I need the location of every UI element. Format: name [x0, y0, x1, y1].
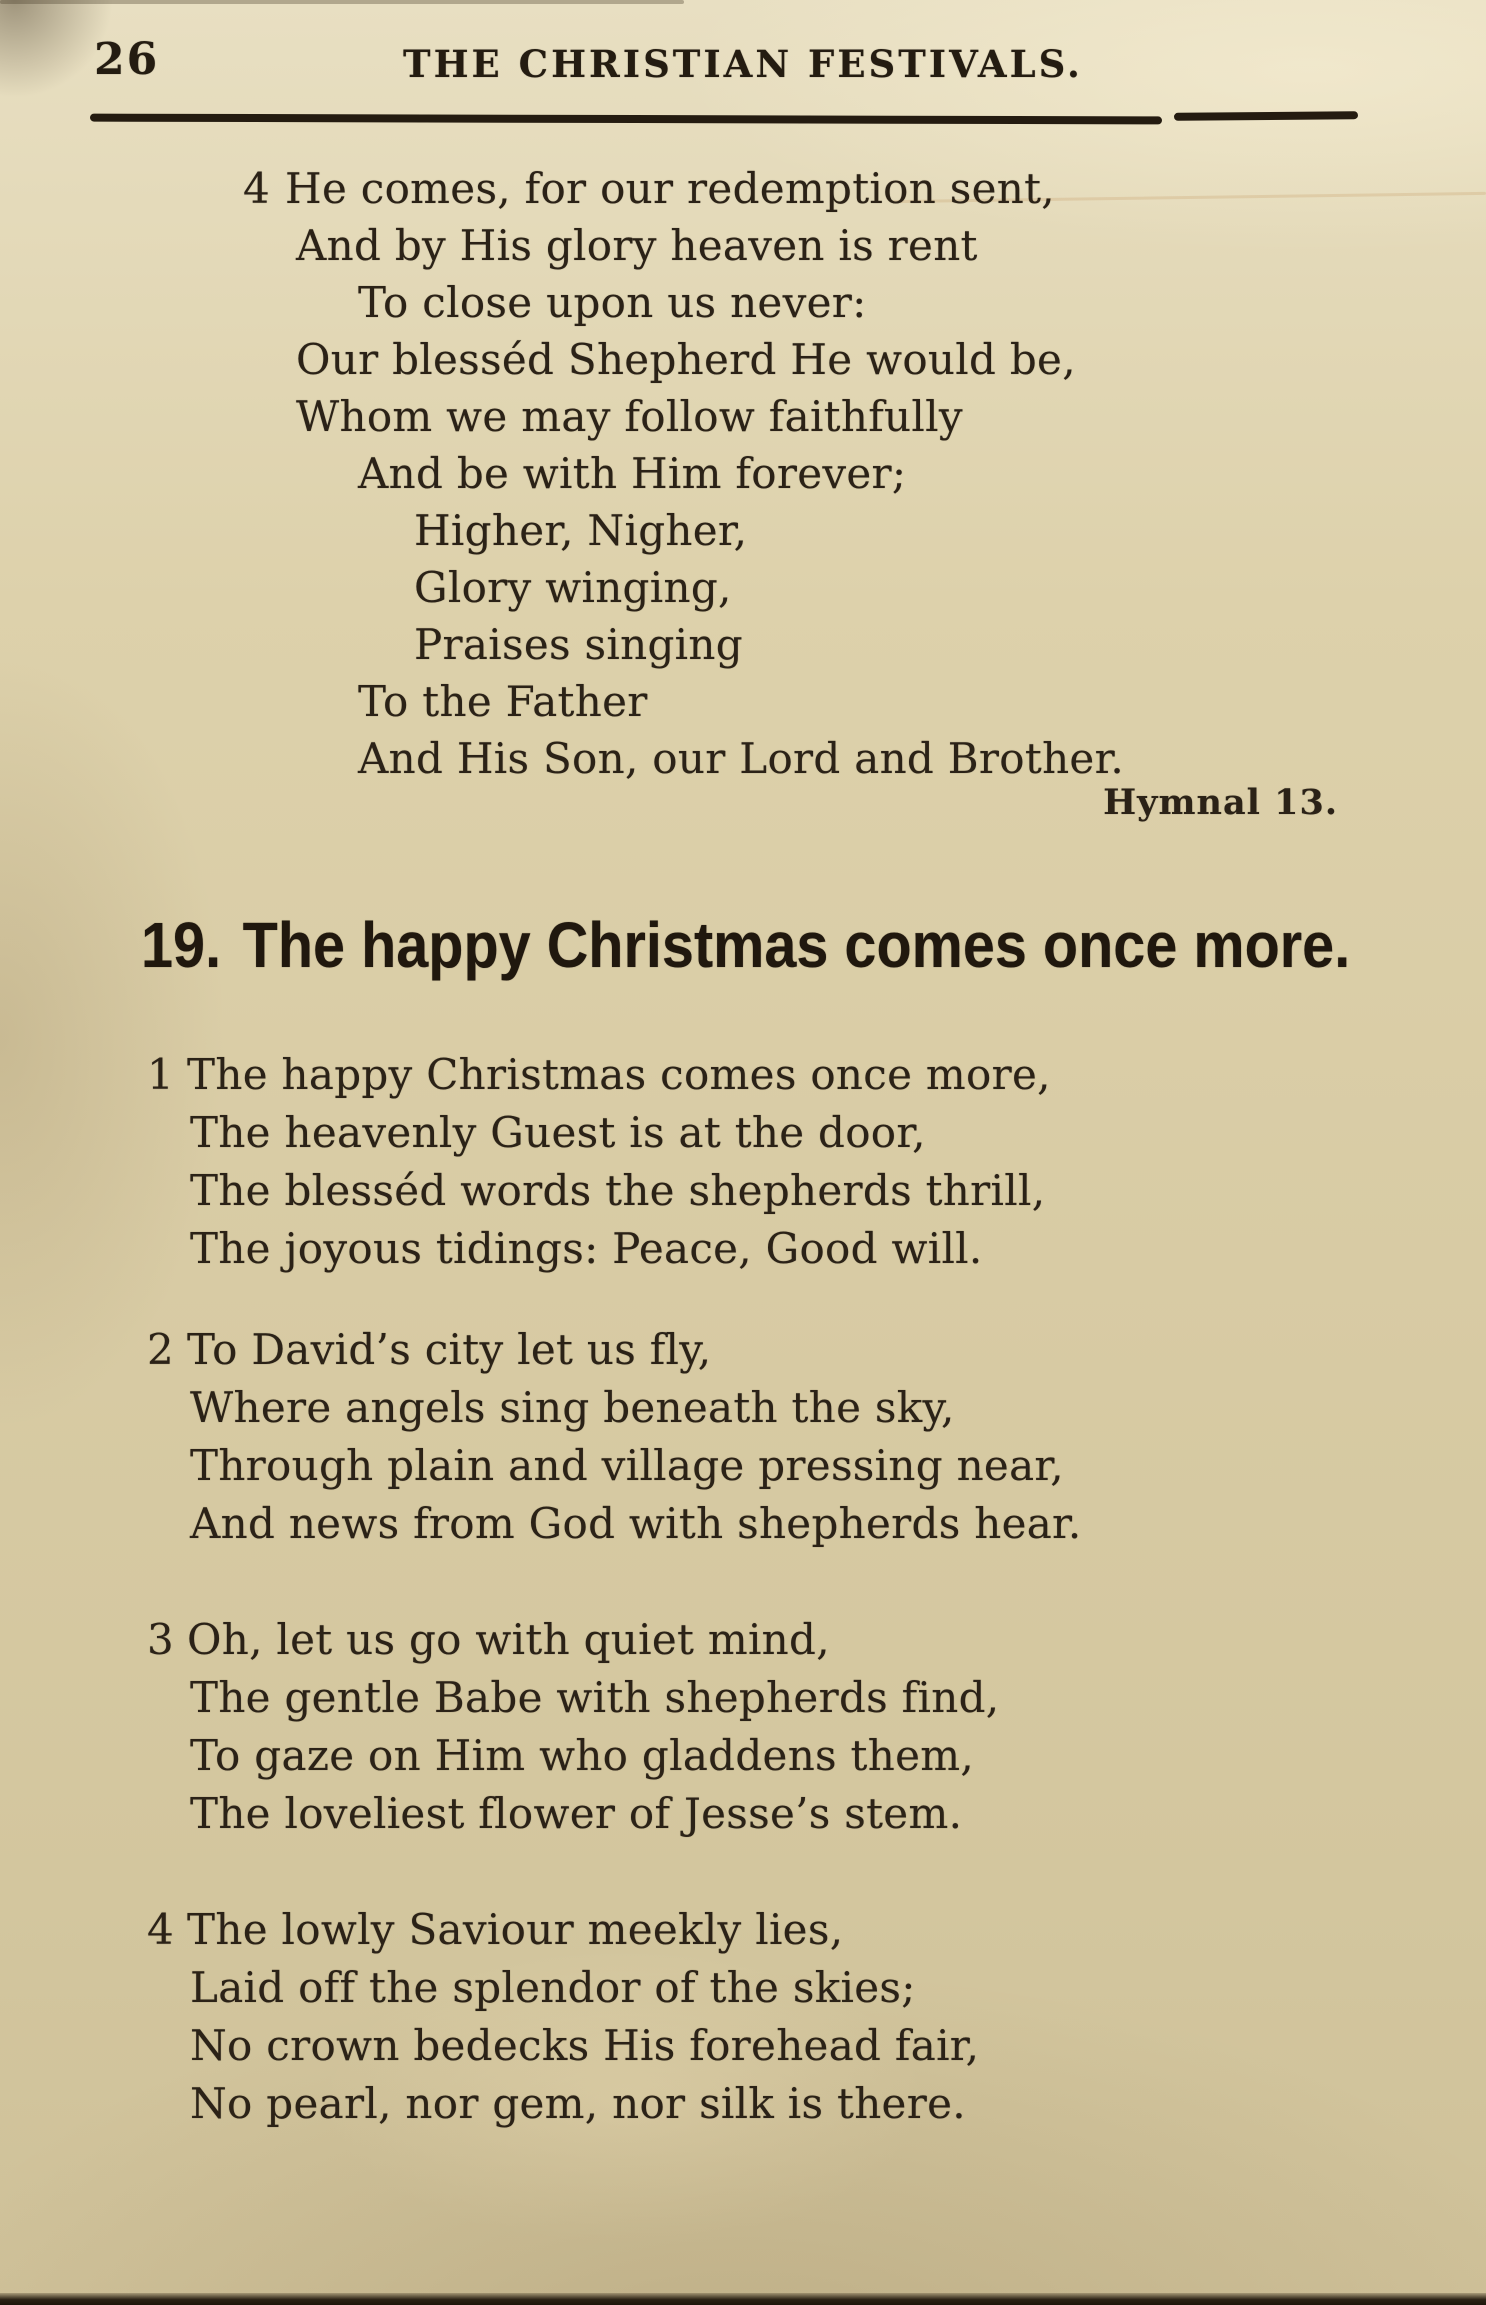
verse-line-text: And news from God with shepherds hear. [190, 1499, 1082, 1548]
header-rule-segment [90, 114, 1162, 125]
verse-line-text: To gaze on Him who gladdens them, [190, 1731, 975, 1780]
verse-line [190, 1785, 1486, 1843]
verse-line [190, 2017, 1486, 2075]
hymn-number: 19. [141, 909, 222, 981]
verse-line [147, 1321, 1486, 1379]
verse-line-text: Oh, let us go with quiet mind, [187, 1615, 830, 1664]
verse-line-text: To David’s city let us fly, [187, 1325, 712, 1374]
hymn-19-verse-1 [0, 1046, 1486, 1278]
verse-number: 4 [243, 164, 271, 213]
previous-hymn-verse-4 [0, 160, 1486, 787]
running-header: THE CHRISTIAN FESTIVALS. [403, 42, 1083, 86]
verse-line-text: To close upon us never: [358, 278, 867, 327]
verse-line-text: No pearl, nor gem, nor silk is there. [190, 2079, 966, 2128]
verse-line [190, 1669, 1486, 1727]
hymn-19-verse-4 [0, 1901, 1486, 2133]
verse-line-text: No crown bedecks His forehead fair, [190, 2021, 980, 2070]
header-rule-segment [1174, 111, 1358, 121]
hymnal-attribution: Hymnal 13. [1103, 782, 1338, 823]
verse-line [358, 445, 1486, 502]
verse-line-text: The heavenly Guest is at the door, [190, 1108, 926, 1157]
verse-line [358, 673, 1486, 730]
verse-line [190, 1495, 1486, 1553]
verse-number: 4 [147, 1905, 175, 1954]
verse-line [190, 1437, 1486, 1495]
verse-line-text: The lowly Saviour meekly lies, [187, 1905, 844, 1954]
verse-line-text: To the Father [358, 677, 648, 726]
verse-line [147, 1046, 1486, 1104]
hymn-19-verse-3 [0, 1611, 1486, 1843]
verse-line [414, 559, 1486, 616]
verse-line [358, 730, 1486, 787]
verse-line [296, 388, 1486, 445]
verse-line-text: Whom we may follow faithfully [296, 392, 963, 441]
verse-line-text: And be with Him forever; [358, 449, 907, 498]
verse-line [190, 2075, 1486, 2133]
hymn-title-text: The happy Christmas comes once more. [242, 909, 1351, 981]
verse-line-text: The joyous tidings: Peace, Good will. [190, 1224, 983, 1273]
verse-line-text: Praises singing [414, 620, 743, 669]
verse-line-text: Our blesséd Shepherd He would be, [296, 335, 1076, 384]
header-rule [90, 112, 1358, 124]
verse-line-text: Where angels sing beneath the sky, [190, 1383, 955, 1432]
verse-line-text: The blesséd words the shepherds thrill, [190, 1166, 1046, 1215]
verse-number: 1 [147, 1050, 175, 1099]
hymn-19-verse-2 [0, 1321, 1486, 1553]
verse-line-text: And His Son, our Lord and Brother. [358, 734, 1124, 783]
verse-line [296, 217, 1486, 274]
verse-line [147, 1611, 1486, 1669]
page-number: 26 [94, 34, 160, 85]
verse-line [358, 274, 1486, 331]
verse-line-text: Through plain and village pressing near, [190, 1441, 1064, 1490]
verse-line-text: Glory winging, [414, 563, 732, 612]
verse-line [190, 1379, 1486, 1437]
hymn-19-heading-text [141, 908, 1350, 982]
scan-top-edge [0, 0, 684, 4]
verse-line [190, 1162, 1486, 1220]
verse-line [190, 1104, 1486, 1162]
verse-line-text: And by His glory heaven is rent [296, 221, 978, 270]
verse-line-text: Laid off the splendor of the skies; [190, 1963, 916, 2012]
verse-line [243, 160, 1486, 217]
verse-line-text: He comes, for our redemption sent, [285, 164, 1055, 213]
verse-line [190, 1220, 1486, 1278]
verse-line-text: The loveliest flower of Jesse’s stem. [190, 1789, 963, 1838]
scan-bottom-edge [0, 2293, 1486, 2305]
verse-line [414, 616, 1486, 673]
verse-number: 2 [147, 1325, 175, 1374]
hymn-19-heading [141, 908, 1485, 982]
verse-number: 3 [147, 1615, 175, 1664]
verse-line [147, 1901, 1486, 1959]
verse-line [296, 331, 1486, 388]
verse-line [414, 502, 1486, 559]
verse-line-text: The happy Christmas comes once more, [187, 1050, 1051, 1099]
verse-line [190, 1727, 1486, 1785]
verse-line-text: The gentle Babe with shepherds find, [190, 1673, 1000, 1722]
verse-line [190, 1959, 1486, 2017]
verse-line-text: Higher, Nigher, [414, 506, 748, 555]
